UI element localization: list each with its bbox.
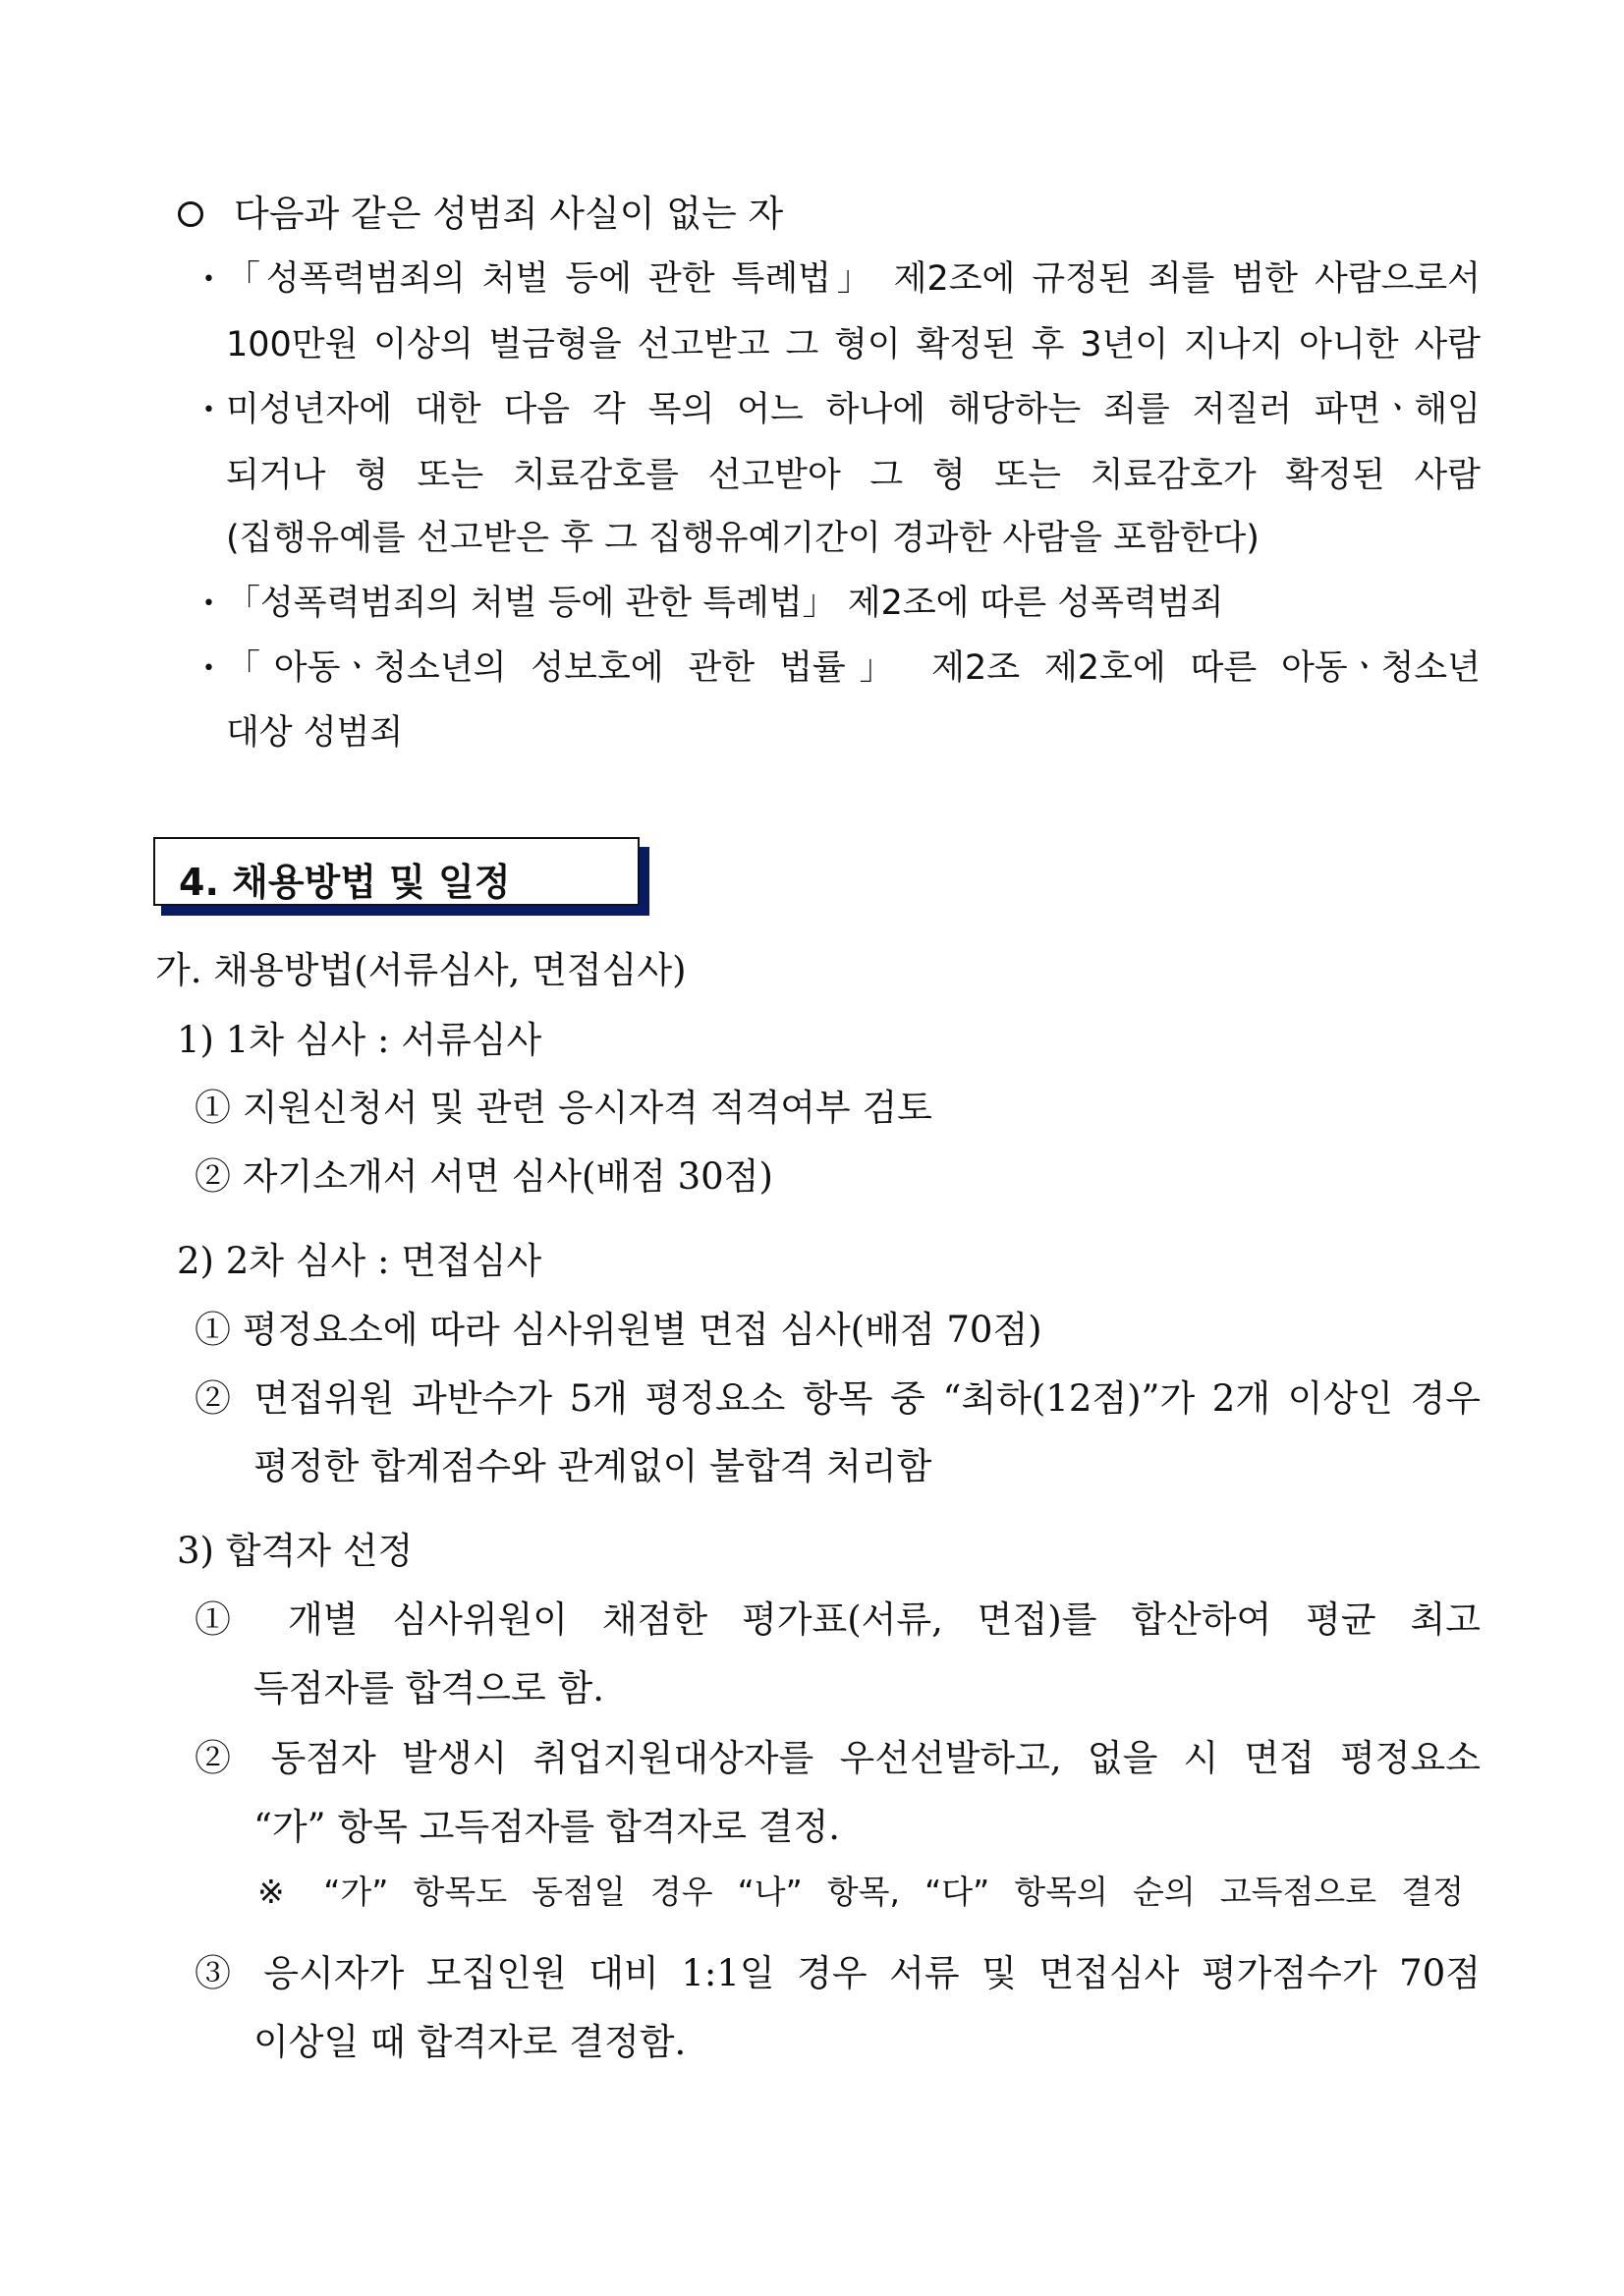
step-2-item-2-line-2: 평정한 합계점수와 관계없이 불합격 처리함	[253, 1445, 932, 1487]
dot-bullet-icon: •	[202, 656, 215, 681]
step-3-item-2-line-1: ② 동점자 발생시 취업지원대상자를 우선선발하고, 없을 시 면접 평정요소	[195, 1737, 1481, 1779]
step-1-title: 1) 1차 심사 : 서류심사	[177, 1019, 542, 1061]
step-3-note: ※ “가” 항목도 동점일 경우 “나” 항목, “다” 항목의 순의 고득점으로 결정	[257, 1873, 1464, 1911]
step-3-title: 3) 합격자 선정	[177, 1530, 414, 1572]
step-3-item-3-line-1: ③ 응시자가 모집인원 대비 1:1일 경우 서류 및 면접심사 평가점수가 70점	[195, 1952, 1481, 1994]
step-2-item-2-line-1: ② 면접위원 과반수가 5개 평정요소 항목 중 “최하(12점)”가 2개 이상인 경우	[195, 1377, 1481, 1420]
step-3-item-2-line-2: “가” 항목 고득점자를 합격자로 결정.	[253, 1806, 841, 1848]
step-1-item-2: ② 자기소개서 서면 심사(배점 30점)	[195, 1155, 773, 1198]
step-1-item-1: ① 지원신청서 및 관련 응시자격 적격여부 검토	[195, 1087, 932, 1129]
crime-item-1-line-2: 100만원 이상의 벌금형을 선고받고 그 형이 확정된 후 3년이 지나지 아니한 사람	[226, 325, 1481, 364]
crime-item-2-line-2: 되거나 형 또는 치료감호를 선고받아 그 형 또는 치료감호가 확정된 사람	[226, 456, 1481, 495]
crime-item-3-line-1: 「성폭력범죄의 처벌 등에 관한 특례법」 제2조에 따른 성폭력범죄	[226, 584, 1224, 623]
crime-item-2-line-1: 미성년자에 대한 다음 각 목의 어느 하나에 해당하는 죄를 저질러 파면ㆍ해임	[226, 390, 1481, 429]
step-2-item-1: ① 평정요소에 따라 심사위원별 면접 심사(배점 70점)	[195, 1309, 1042, 1351]
crime-item-1-line-1: 「성폭력범죄의 처벌 등에 관한 특례법」 제2조에 규정된 죄를 범한 사람으로서	[226, 259, 1481, 299]
crime-item-2-line-3: (집행유예를 선고받은 후 그 집행유예기간이 경과한 사람을 포함한다)	[226, 519, 1260, 558]
dot-bullet-icon: •	[202, 267, 215, 292]
section-title: 4. 채용방법 및 일정	[179, 861, 511, 904]
dot-bullet-icon: •	[202, 398, 215, 422]
step-2-title: 2) 2차 심사 : 면접심사	[177, 1240, 542, 1282]
condition-heading: 다음과 같은 성범죄 사실이 없는 자	[234, 193, 784, 235]
crime-item-4-line-1: 「아동ㆍ청소년의 성보호에 관한 법률」 제2조 제2호에 따른 아동ㆍ청소년	[226, 648, 1481, 688]
section-header-box	[153, 837, 640, 906]
crime-item-4-line-2: 대상 성범죄	[226, 713, 404, 753]
subsection-ga-title: 가. 채용방법(서류심사, 면접심사)	[155, 949, 687, 991]
dot-bullet-icon: •	[202, 591, 215, 616]
step-3-item-1-line-2: 득점자를 합격으로 함.	[253, 1667, 604, 1709]
step-3-item-3-line-2: 이상일 때 합격자로 결정함.	[253, 2021, 687, 2063]
step-3-item-1-line-1: ① 개별 심사위원이 채점한 평가표(서류, 면접)를 합산하여 평균 최고	[195, 1598, 1481, 1641]
circle-bullet-icon	[178, 201, 203, 227]
